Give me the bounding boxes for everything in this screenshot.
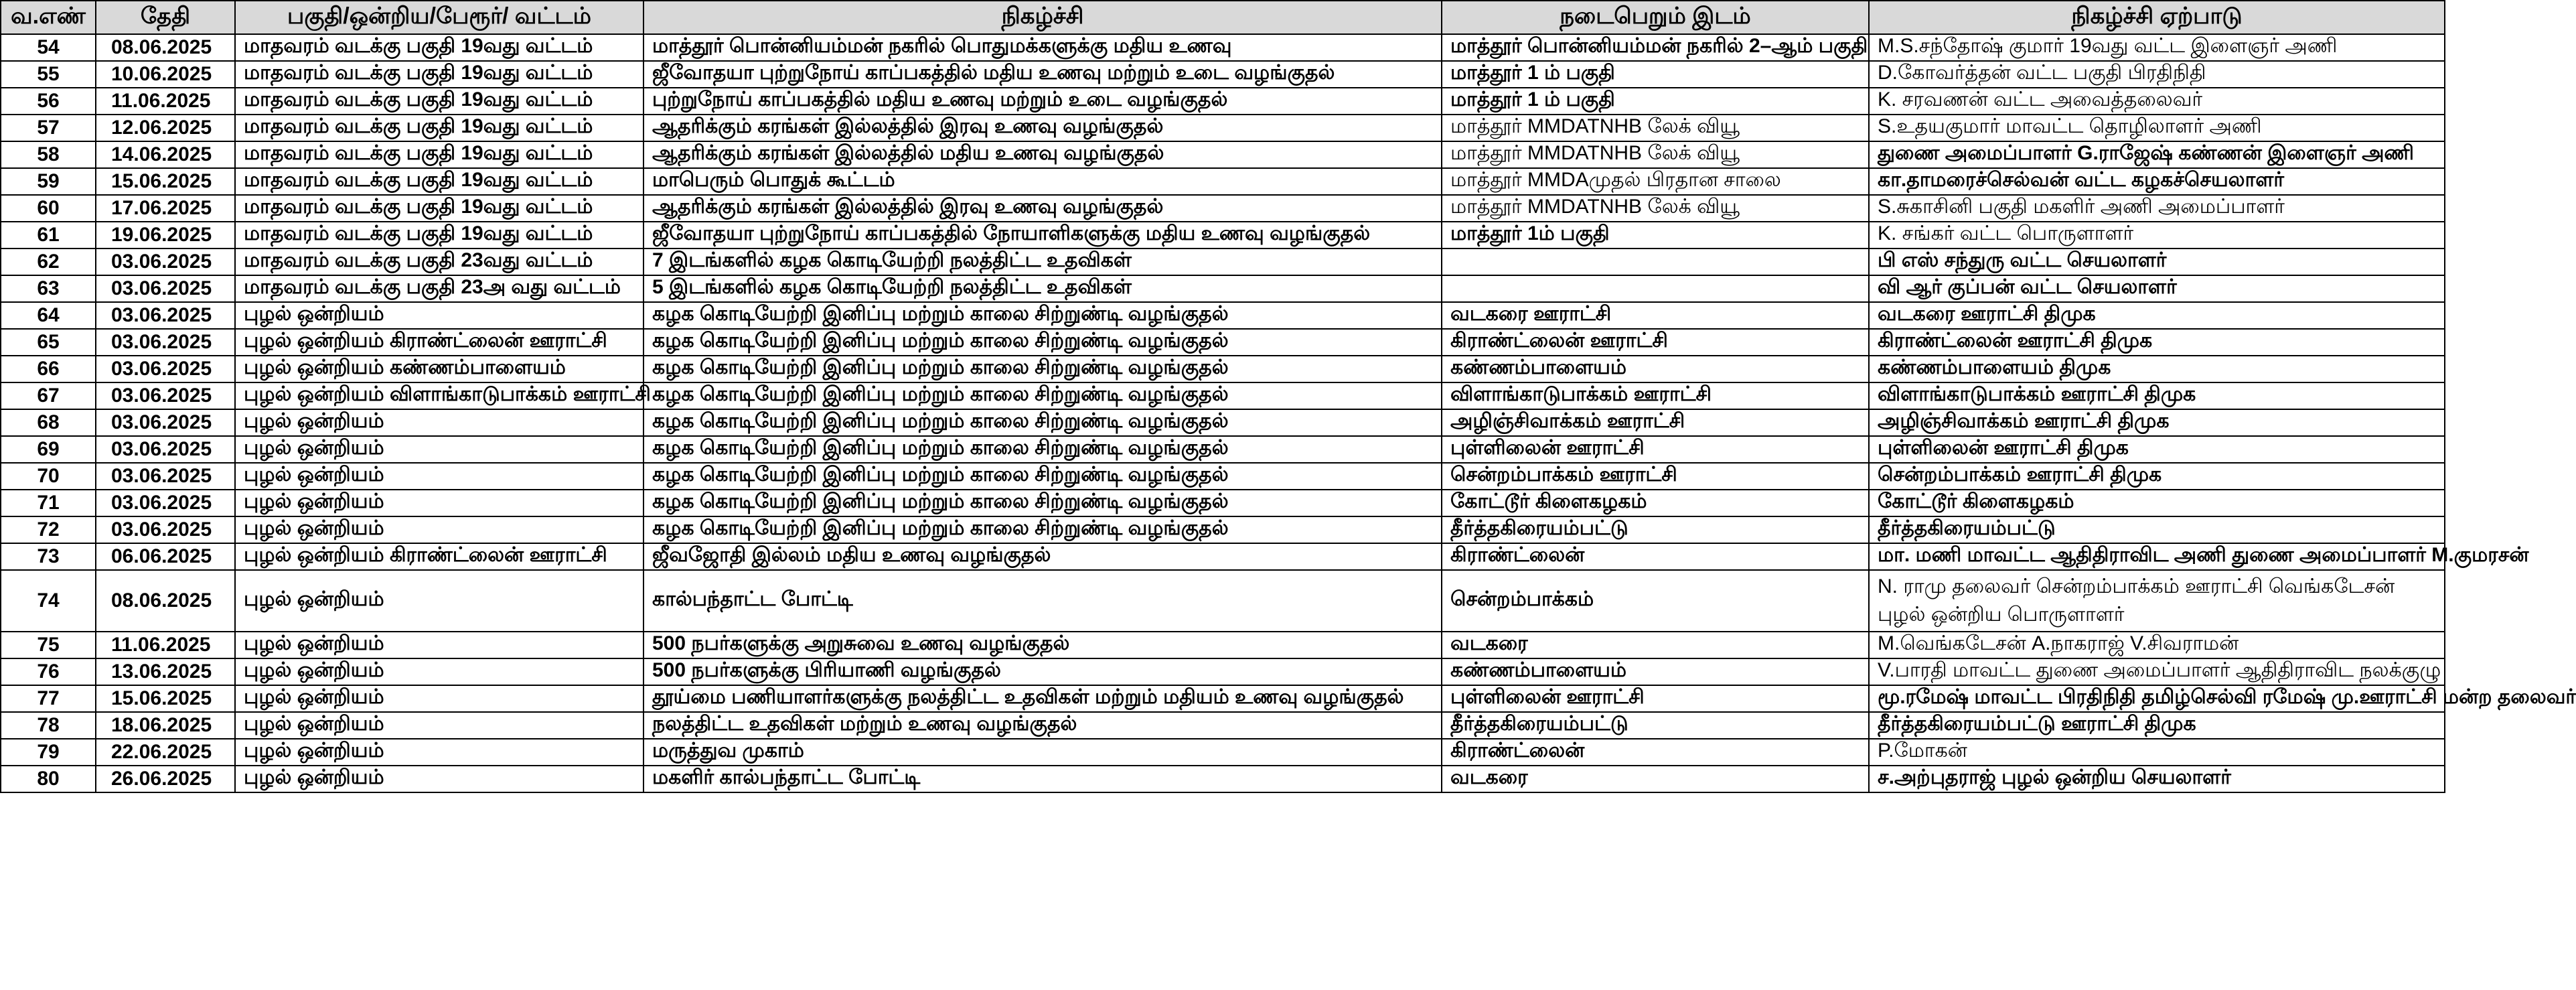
cell-event: மகளிர் கால்பந்தாட்ட போட்டி (643, 766, 1442, 792)
cell-serial: 69 (1, 436, 96, 463)
cell-area: புழல் ஒன்றியம் (235, 516, 643, 543)
cell-area: மாதவரம் வடக்கு பகுதி 23அ வது வட்டம் (235, 275, 643, 302)
cell-serial: 71 (1, 490, 96, 516)
cell-organizer: துணை அமைப்பாளர் G.ராஜேஷ் கண்ணன் இளைஞர் அணி (1869, 141, 2445, 168)
table-row (1, 685, 2445, 712)
cell-serial: 62 (1, 249, 96, 275)
cell-venue: கோட்டூர் கிளைகழகம் (1442, 490, 1869, 516)
cell-event: ஜீவஜோதி இல்லம் மதிய உணவு வழங்குதல் (643, 543, 1442, 570)
cell-serial: 56 (1, 88, 96, 115)
cell-event: கால்பந்தாட்ட போட்டி (643, 570, 1442, 632)
cell-organizer: வி ஆர் குப்பன் வட்ட செயலாளர் (1869, 275, 2445, 302)
cell-organizer: புள்ளிலைன் ஊராட்சி திமுக (1869, 436, 2445, 463)
cell-serial: 60 (1, 195, 96, 222)
cell-date: 03.06.2025 (96, 463, 235, 490)
cell-event: கழக கொடியேற்றி இனிப்பு மற்றும் காலை சிற்றுண்டி வழங்குதல் (643, 436, 1442, 463)
cell-venue: தீர்த்தகிரையம்பட்டு (1442, 712, 1869, 739)
cell-area: மாதவரம் வடக்கு பகுதி 23வது வட்டம் (235, 249, 643, 275)
cell-venue: அழிஞ்சிவாக்கம் ஊராட்சி (1442, 409, 1869, 436)
cell-area: புழல் ஒன்றியம் விளாங்காடுபாக்கம் ஊராட்சி (235, 382, 643, 409)
cell-event: ஆதரிக்கும் கரங்கள் இல்லத்தில் இரவு உணவு வழங்குதல் (643, 115, 1442, 141)
table-row (1, 249, 2445, 275)
table-row (1, 658, 2445, 685)
cell-date: 11.06.2025 (96, 632, 235, 658)
cell-serial: 63 (1, 275, 96, 302)
cell-venue: மாத்தூர் 1 ம் பகுதி (1442, 61, 1869, 88)
cell-event: 5 இடங்களில் கழக கொடியேற்றி நலத்திட்ட உதவிகள் (643, 275, 1442, 302)
cell-area: புழல் ஒன்றியம் (235, 409, 643, 436)
cell-area: புழல் ஒன்றியம் (235, 766, 643, 792)
cell-event: ஆதரிக்கும் கரங்கள் இல்லத்தில் மதிய உணவு வழங்குதல் (643, 141, 1442, 168)
cell-serial: 78 (1, 712, 96, 739)
table-row (1, 570, 2445, 632)
cell-date: 15.06.2025 (96, 685, 235, 712)
cell-area: மாதவரம் வடக்கு பகுதி 19வது வட்டம் (235, 61, 643, 88)
cell-event: கழக கொடியேற்றி இனிப்பு மற்றும் காலை சிற்றுண்டி வழங்குதல் (643, 356, 1442, 382)
cell-date: 11.06.2025 (96, 88, 235, 115)
cell-serial: 66 (1, 356, 96, 382)
cell-venue: மாத்தூர் MMDATNHB லேக் வியூ (1442, 195, 1869, 222)
cell-date: 03.06.2025 (96, 516, 235, 543)
cell-area: புழல் ஒன்றியம் கிராண்ட்லைன் ஊராட்சி (235, 543, 643, 570)
cell-organizer: K. சங்கர் வட்ட பொருளாளர் (1869, 222, 2445, 249)
cell-date: 10.06.2025 (96, 61, 235, 88)
header-area: பகுதி/ஒன்றிய/பேரூர்/ வட்டம் (235, 1, 643, 34)
table-row (1, 409, 2445, 436)
cell-serial: 72 (1, 516, 96, 543)
cell-event: புற்றுநோய் காப்பகத்தில் மதிய உணவு மற்றும் உடை வழங்குதல் (643, 88, 1442, 115)
cell-organizer: மா. மணி மாவட்ட ஆதிதிராவிட அணி துணை அமைப்பாளர் M.குமரசன் (1869, 543, 2445, 570)
cell-date: 26.06.2025 (96, 766, 235, 792)
table-row (1, 356, 2445, 382)
cell-event: கழக கொடியேற்றி இனிப்பு மற்றும் காலை சிற்றுண்டி வழங்குதல் (643, 490, 1442, 516)
cell-serial: 57 (1, 115, 96, 141)
cell-event: மாத்தூர் பொன்னியம்மன் நகரில் பொதுமக்களுக்கு மதிய உணவு (643, 34, 1442, 61)
table-row (1, 141, 2445, 168)
cell-date: 03.06.2025 (96, 302, 235, 329)
cell-organizer: S.உதயகுமார் மாவட்ட தொழிலாளர் அணி (1869, 115, 2445, 141)
table-row (1, 329, 2445, 356)
cell-venue: சென்றம்பாக்கம் ஊராட்சி (1442, 463, 1869, 490)
cell-organizer: கிராண்ட்லைன் ஊராட்சி திமுக (1869, 329, 2445, 356)
cell-organizer: P.மோகன் (1869, 739, 2445, 766)
cell-area: மாதவரம் வடக்கு பகுதி 19வது வட்டம் (235, 88, 643, 115)
table-row (1, 516, 2445, 543)
table-row (1, 275, 2445, 302)
cell-event: 500 நபர்களுக்கு அறுசுவை உணவு வழங்குதல் (643, 632, 1442, 658)
cell-venue (1442, 275, 1869, 302)
cell-serial: 54 (1, 34, 96, 61)
cell-event: கழக கொடியேற்றி இனிப்பு மற்றும் காலை சிற்றுண்டி வழங்குதல் (643, 382, 1442, 409)
cell-date: 03.06.2025 (96, 382, 235, 409)
cell-organizer: மூ.ரமேஷ் மாவட்ட பிரதிநிதி தமிழ்செல்வி ரமேஷ் மு.ஊராட்சி மன்ற தலைவர் (1869, 685, 2445, 712)
cell-area: புழல் ஒன்றியம் (235, 658, 643, 685)
cell-event: ஜீவோதயா புற்றுநோய் காப்பகத்தில் நோயாளிகளுக்கு மதிய உணவு வழங்குதல் (643, 222, 1442, 249)
cell-area: மாதவரம் வடக்கு பகுதி 19வது வட்டம் (235, 141, 643, 168)
cell-organizer: M.வெங்கடேசன் A.நாகராஜ் V.சிவராமன் (1869, 632, 2445, 658)
cell-venue: புள்ளிலைன் ஊராட்சி (1442, 685, 1869, 712)
cell-event: கழக கொடியேற்றி இனிப்பு மற்றும் காலை சிற்றுண்டி வழங்குதல் (643, 516, 1442, 543)
cell-date: 19.06.2025 (96, 222, 235, 249)
cell-date: 03.06.2025 (96, 409, 235, 436)
cell-organizer: தீர்த்தகிரையம்பட்டு (1869, 516, 2445, 543)
header-venue: நடைபெறும் இடம் (1442, 1, 1869, 34)
cell-venue: வடகரை ஊராட்சி (1442, 302, 1869, 329)
cell-event: கழக கொடியேற்றி இனிப்பு மற்றும் காலை சிற்றுண்டி வழங்குதல் (643, 463, 1442, 490)
cell-organizer: அழிஞ்சிவாக்கம் ஊராட்சி திமுக (1869, 409, 2445, 436)
cell-area: மாதவரம் வடக்கு பகுதி 19வது வட்டம் (235, 222, 643, 249)
cell-area: மாதவரம் வடக்கு பகுதி 19வது வட்டம் (235, 34, 643, 61)
cell-serial: 76 (1, 658, 96, 685)
cell-serial: 64 (1, 302, 96, 329)
cell-organizer: M.S.சந்தோஷ் குமார் 19வது வட்ட இளைஞர் அணி (1869, 34, 2445, 61)
cell-date: 03.06.2025 (96, 249, 235, 275)
cell-event: தூய்மை பணியாளர்களுக்கு நலத்திட்ட உதவிகள் மற்றும் மதியம் உணவு வழங்குதல் (643, 685, 1442, 712)
cell-serial: 55 (1, 61, 96, 88)
cell-organizer: ச.அற்புதராஜ் புழல் ஒன்றிய செயலாளர் (1869, 766, 2445, 792)
table-row (1, 168, 2445, 195)
cell-organizer: கா.தாமரைச்செல்வன் வட்ட கழகச்செயலாளர் (1869, 168, 2445, 195)
cell-event: மாபெரும் பொதுக் கூட்டம் (643, 168, 1442, 195)
cell-organizer: கண்ணம்பாளையம் திமுக (1869, 356, 2445, 382)
table-row (1, 34, 2445, 61)
cell-organizer: V.பாரதி மாவட்ட துணை அமைப்பாளர் ஆதிதிராவிட நலக்குழு (1869, 658, 2445, 685)
cell-serial: 79 (1, 739, 96, 766)
table-row (1, 436, 2445, 463)
cell-area: புழல் ஒன்றியம் கண்ணம்பாளையம் (235, 356, 643, 382)
cell-organizer: கோட்டூர் கிளைகழகம் (1869, 490, 2445, 516)
cell-date: 08.06.2025 (96, 570, 235, 632)
cell-date: 18.06.2025 (96, 712, 235, 739)
cell-area: மாதவரம் வடக்கு பகுதி 19வது வட்டம் (235, 195, 643, 222)
cell-venue: சென்றம்பாக்கம் (1442, 570, 1869, 632)
cell-event: நலத்திட்ட உதவிகள் மற்றும் உணவு வழங்குதல் (643, 712, 1442, 739)
cell-date: 03.06.2025 (96, 356, 235, 382)
cell-serial: 65 (1, 329, 96, 356)
cell-date: 08.06.2025 (96, 34, 235, 61)
header-date: தேதி (96, 1, 235, 34)
cell-event: 500 நபர்களுக்கு பிரியாணி வழங்குதல் (643, 658, 1442, 685)
cell-venue: மாத்தூர் MMDATNHB லேக் வியூ (1442, 141, 1869, 168)
cell-date: 22.06.2025 (96, 739, 235, 766)
cell-serial: 70 (1, 463, 96, 490)
cell-organizer: சென்றம்பாக்கம் ஊராட்சி திமுக (1869, 463, 2445, 490)
cell-area: புழல் ஒன்றியம் (235, 302, 643, 329)
cell-venue: கண்ணம்பாளையம் (1442, 658, 1869, 685)
cell-venue: கிராண்ட்லைன் (1442, 739, 1869, 766)
table-body (1, 34, 2576, 792)
cell-serial: 74 (1, 570, 96, 632)
cell-area: புழல் ஒன்றியம் (235, 490, 643, 516)
cell-area: புழல் ஒன்றியம் (235, 436, 643, 463)
cell-venue: தீர்த்தகிரையம்பட்டு (1442, 516, 1869, 543)
table-row (1, 490, 2445, 516)
table-row (1, 302, 2445, 329)
header-organizer: நிகழ்ச்சி ஏற்பாடு (1869, 1, 2445, 34)
cell-event: ஆதரிக்கும் கரங்கள் இல்லத்தில் இரவு உணவு வழங்குதல் (643, 195, 1442, 222)
cell-date: 03.06.2025 (96, 436, 235, 463)
table-row (1, 463, 2445, 490)
table-row (1, 632, 2445, 658)
cell-area: புழல் ஒன்றியம் (235, 685, 643, 712)
header-serial: வ.எண் (1, 1, 96, 34)
cell-organizer: விளாங்காடுபாக்கம் ஊராட்சி திமுக (1869, 382, 2445, 409)
cell-event: கழக கொடியேற்றி இனிப்பு மற்றும் காலை சிற்றுண்டி வழங்குதல் (643, 409, 1442, 436)
table-row (1, 115, 2445, 141)
cell-venue: கிராண்ட்லைன் (1442, 543, 1869, 570)
cell-event: மருத்துவ முகாம் (643, 739, 1442, 766)
cell-serial: 75 (1, 632, 96, 658)
cell-serial: 61 (1, 222, 96, 249)
cell-serial: 68 (1, 409, 96, 436)
cell-serial: 77 (1, 685, 96, 712)
table-row (1, 543, 2445, 570)
cell-serial: 80 (1, 766, 96, 792)
cell-date: 14.06.2025 (96, 141, 235, 168)
cell-serial: 58 (1, 141, 96, 168)
cell-area: புழல் ஒன்றியம் (235, 739, 643, 766)
cell-venue: மாத்தூர் 1 ம் பகுதி (1442, 88, 1869, 115)
cell-venue: வடகரை (1442, 766, 1869, 792)
cell-area: புழல் ஒன்றியம் (235, 463, 643, 490)
cell-date: 03.06.2025 (96, 275, 235, 302)
cell-venue: விளாங்காடுபாக்கம் ஊராட்சி (1442, 382, 1869, 409)
cell-event: கழக கொடியேற்றி இனிப்பு மற்றும் காலை சிற்றுண்டி வழங்குதல் (643, 329, 1442, 356)
cell-serial: 59 (1, 168, 96, 195)
cell-venue: மாத்தூர் 1ம் பகுதி (1442, 222, 1869, 249)
cell-event: கழக கொடியேற்றி இனிப்பு மற்றும் காலை சிற்றுண்டி வழங்குதல் (643, 302, 1442, 329)
cell-date: 12.06.2025 (96, 115, 235, 141)
table-row (1, 222, 2445, 249)
cell-venue (1442, 249, 1869, 275)
cell-venue: கிராண்ட்லைன் ஊராட்சி (1442, 329, 1869, 356)
cell-area: மாதவரம் வடக்கு பகுதி 19வது வட்டம் (235, 168, 643, 195)
cell-organizer: K. சரவணன் வட்ட அவைத்தலைவர் (1869, 88, 2445, 115)
cell-venue: வடகரை (1442, 632, 1869, 658)
cell-organizer: D.கோவர்த்தன் வட்ட பகுதி பிரதிநிதி (1869, 61, 2445, 88)
cell-date: 17.06.2025 (96, 195, 235, 222)
header-event: நிகழ்ச்சி (643, 1, 1442, 34)
cell-organizer: வடகரை ஊராட்சி திமுக (1869, 302, 2445, 329)
cell-area: மாதவரம் வடக்கு பகுதி 19வது வட்டம் (235, 115, 643, 141)
cell-event: 7 இடங்களில் கழக கொடியேற்றி நலத்திட்ட உதவிகள் (643, 249, 1442, 275)
cell-venue: கண்ணம்பாளையம் (1442, 356, 1869, 382)
cell-venue: மாத்தூர் பொன்னியம்மன் நகரில் 2–ஆம் பகுதி (1442, 34, 1869, 61)
cell-date: 03.06.2025 (96, 490, 235, 516)
table-row (1, 61, 2445, 88)
cell-area: புழல் ஒன்றியம் (235, 570, 643, 632)
cell-event: ஜீவோதயா புற்றுநோய் காப்பகத்தில் மதிய உணவு மற்றும் உடை வழங்குதல் (643, 61, 1442, 88)
cell-date: 06.06.2025 (96, 543, 235, 570)
header-row (1, 1, 2445, 34)
table-row (1, 88, 2445, 115)
cell-area: புழல் ஒன்றியம் கிராண்ட்லைன் ஊராட்சி (235, 329, 643, 356)
table-row (1, 382, 2445, 409)
cell-date: 15.06.2025 (96, 168, 235, 195)
cell-organizer: தீர்த்தகிரையம்பட்டு ஊராட்சி திமுக (1869, 712, 2445, 739)
cell-serial: 67 (1, 382, 96, 409)
table-row (1, 766, 2445, 792)
cell-organizer: பி எஸ் சந்துரு வட்ட செயலாளர் (1869, 249, 2445, 275)
cell-serial: 73 (1, 543, 96, 570)
cell-venue: புள்ளிலைன் ஊராட்சி (1442, 436, 1869, 463)
cell-area: புழல் ஒன்றியம் (235, 632, 643, 658)
cell-venue: மாத்தூர் MMDAமுதல் பிரதான சாலை (1442, 168, 1869, 195)
cell-date: 13.06.2025 (96, 658, 235, 685)
cell-venue: மாத்தூர் MMDATNHB லேக் வியூ (1442, 115, 1869, 141)
cell-date: 03.06.2025 (96, 329, 235, 356)
table-row (1, 712, 2445, 739)
cell-area: புழல் ஒன்றியம் (235, 712, 643, 739)
cell-organizer: N. ராமு தலைவர் சென்றம்பாக்கம் ஊராட்சி வெங்கடேசன் புழல் ஒன்றிய பொருளாளர் (1869, 570, 2445, 632)
cell-organizer: S.சுகாசினி பகுதி மகளிர் அணி அமைப்பாளர் (1869, 195, 2445, 222)
table-row (1, 739, 2445, 766)
table-row (1, 195, 2445, 222)
